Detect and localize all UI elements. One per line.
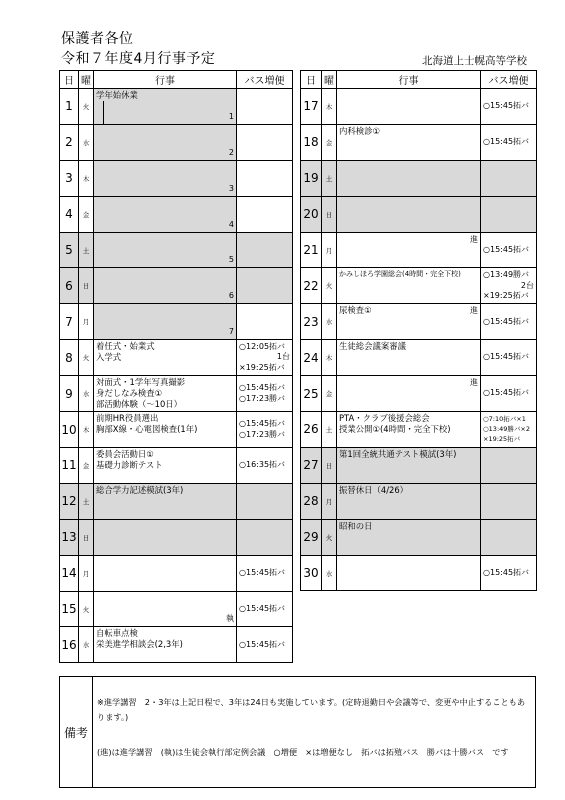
event-line: 着任式・始業式 xyxy=(96,341,155,352)
bus-cell xyxy=(481,89,537,125)
weekday: 日 xyxy=(79,268,94,304)
weekday: 土 xyxy=(79,483,94,519)
bus-cell xyxy=(237,483,293,519)
event-note: 進 xyxy=(470,234,478,244)
bus-line: ×19:25拓バ xyxy=(239,362,285,372)
day-number: 5 xyxy=(60,232,79,268)
event-note: 1 xyxy=(228,111,234,121)
day-row xyxy=(60,483,293,519)
bus-cell xyxy=(237,591,293,627)
event-note: 7 xyxy=(228,327,234,337)
day-number: 17 xyxy=(301,89,322,125)
day-number: 2 xyxy=(60,124,79,160)
event-line: 対面式・1学年写真撮影 xyxy=(96,377,186,388)
weekday: 月 xyxy=(79,555,94,591)
weekday: 木 xyxy=(322,340,337,376)
event-cell xyxy=(94,519,237,555)
bus-line: ×19:25拓バ xyxy=(483,291,529,301)
day-number: 6 xyxy=(60,268,79,304)
event-line: 尿検査① xyxy=(339,305,372,316)
event-cell xyxy=(94,555,237,591)
schedule-table-left xyxy=(59,70,293,663)
column-header-event: 行事 xyxy=(337,71,481,89)
event-note: 進 xyxy=(470,306,478,316)
weekday: 金 xyxy=(322,376,337,412)
event-cell xyxy=(337,376,481,412)
bus-cell xyxy=(237,555,293,591)
weekday: 水 xyxy=(322,304,337,340)
bus-line: ○15:45拓バ xyxy=(483,567,530,577)
event-cell xyxy=(94,89,237,125)
event-cell xyxy=(337,519,481,555)
event-cell xyxy=(337,483,481,519)
day-number: 21 xyxy=(301,232,322,268)
bus-cell xyxy=(237,232,293,268)
bus-line: ○12:05拓バ xyxy=(239,341,286,351)
day-number: 22 xyxy=(301,268,322,304)
day-row xyxy=(301,447,537,483)
event-line: 振替休日（4/26） xyxy=(339,484,409,495)
event-cell xyxy=(94,591,237,627)
day-number: 10 xyxy=(60,412,79,448)
bus-cell xyxy=(481,124,537,160)
bus-cell xyxy=(481,483,537,519)
bus-cell xyxy=(481,304,537,340)
event-note: 進 xyxy=(470,378,478,388)
bus-line: ○15:45拓バ xyxy=(239,639,286,649)
bus-cell xyxy=(237,304,293,340)
bus-line: ○17:23勝バ xyxy=(239,393,286,403)
bus-cell xyxy=(481,268,537,304)
event-cell xyxy=(94,268,237,304)
day-row xyxy=(301,268,537,304)
bus-cell xyxy=(481,196,537,232)
day-row xyxy=(301,232,537,268)
event-cell xyxy=(94,376,237,412)
event-line: 前期HR役員選出 xyxy=(96,413,159,424)
bus-line: ○15:45拓バ xyxy=(239,567,286,577)
bus-cell xyxy=(237,160,293,196)
bus-line: ○13:49勝バ xyxy=(483,270,530,280)
day-row xyxy=(301,483,537,519)
event-line: 第1回全統共通テスト模試(3年) xyxy=(339,448,457,459)
event-line: 昭和の日 xyxy=(339,520,373,531)
bus-line: ○15:45拓バ xyxy=(239,383,286,393)
event-cell xyxy=(337,447,481,483)
event-cell xyxy=(94,124,237,160)
weekday: 月 xyxy=(322,232,337,268)
event-cell xyxy=(337,89,481,125)
day-row xyxy=(301,304,537,340)
bus-line: ○15:45拓バ xyxy=(239,603,286,613)
day-row xyxy=(301,196,537,232)
event-note: 2 xyxy=(228,147,234,157)
event-cell xyxy=(94,483,237,519)
weekday: 水 xyxy=(79,376,94,412)
event-line: 学年始休業 xyxy=(96,90,138,100)
bus-cell xyxy=(237,448,293,484)
event-cell xyxy=(337,160,481,196)
bus-cell xyxy=(237,268,293,304)
day-number: 26 xyxy=(301,412,322,448)
day-row xyxy=(60,304,293,340)
bus-cell xyxy=(237,89,293,125)
day-number: 18 xyxy=(301,124,322,160)
day-row xyxy=(60,268,293,304)
day-number: 4 xyxy=(60,196,79,232)
event-line: 生徒総会議案審議 xyxy=(339,341,406,352)
weekday: 火 xyxy=(79,591,94,627)
bus-cell xyxy=(481,160,537,196)
day-row xyxy=(301,519,537,555)
event-cell xyxy=(337,268,481,304)
event-cell xyxy=(94,160,237,196)
bus-line: ×19:25拓バ xyxy=(483,435,521,444)
day-number: 27 xyxy=(301,447,322,483)
document-title: 令和７年度4月行事予定 xyxy=(61,51,216,67)
bus-cell xyxy=(481,447,537,483)
day-number: 7 xyxy=(60,304,79,340)
bus-line: 1台 xyxy=(276,352,290,362)
column-header-day: 日 xyxy=(60,71,79,89)
day-row xyxy=(60,89,293,125)
event-cell xyxy=(337,304,481,340)
column-header-day: 日 xyxy=(301,71,322,89)
event-note: 3 xyxy=(228,183,234,193)
event-cell xyxy=(337,555,481,591)
event-cell xyxy=(94,412,237,448)
column-header-dow: 曜 xyxy=(322,71,337,89)
weekday: 月 xyxy=(79,304,94,340)
day-row xyxy=(301,555,537,591)
bus-line: ○7:10拓バ×1 xyxy=(483,415,526,424)
day-row xyxy=(60,124,293,160)
bus-line: ○13:49勝バ×2 xyxy=(483,425,530,434)
schedule-table-right xyxy=(300,70,537,591)
day-row xyxy=(60,412,293,448)
event-line: 自転車点検 xyxy=(96,628,138,639)
weekday: 水 xyxy=(79,627,94,663)
column-header-bus: バス増便 xyxy=(481,71,537,89)
bus-line: ○16:35拓バ xyxy=(239,460,286,470)
bus-cell xyxy=(237,412,293,448)
day-row xyxy=(60,519,293,555)
event-line: 内科検診① xyxy=(339,125,381,136)
bus-line: ○15:45拓バ xyxy=(483,101,530,111)
event-note: 5 xyxy=(228,255,234,265)
bus-line: ○15:45拓バ xyxy=(239,419,286,429)
event-line: 部活動体験（～10日） xyxy=(96,399,183,410)
bus-line: ○15:45拓バ xyxy=(483,244,530,254)
bus-line: ○15:45拓バ xyxy=(483,388,530,398)
column-header-bus: バス増便 xyxy=(237,71,293,89)
bus-cell xyxy=(237,124,293,160)
day-number: 9 xyxy=(60,376,79,412)
weekday: 火 xyxy=(79,340,94,376)
day-row xyxy=(60,448,293,484)
day-number: 1 xyxy=(60,89,79,125)
day-number: 28 xyxy=(301,483,322,519)
event-line: 入学式 xyxy=(96,352,122,363)
event-cell xyxy=(337,196,481,232)
weekday: 日 xyxy=(79,519,94,555)
event-line: 栄美進学相談会(2,3年) xyxy=(96,639,183,650)
day-number: 20 xyxy=(301,196,322,232)
bus-line: ○15:45拓バ xyxy=(483,137,530,147)
day-row xyxy=(301,89,537,125)
day-number: 16 xyxy=(60,627,79,663)
day-number: 13 xyxy=(60,519,79,555)
weekday: 火 xyxy=(322,268,337,304)
day-row xyxy=(301,160,537,196)
bus-cell xyxy=(481,519,537,555)
event-cell xyxy=(337,412,481,448)
column-header-dow: 曜 xyxy=(79,71,94,89)
bus-line: ○15:45拓バ xyxy=(483,316,530,326)
weekday: 月 xyxy=(322,483,337,519)
event-cell xyxy=(337,232,481,268)
event-note: 執 xyxy=(226,614,234,624)
day-row xyxy=(301,340,537,376)
day-number: 3 xyxy=(60,160,79,196)
weekday: 金 xyxy=(79,196,94,232)
weekday: 金 xyxy=(322,124,337,160)
day-row xyxy=(301,376,537,412)
day-row xyxy=(60,591,293,627)
remarks-legend: (進)は進学講習 (執)は生徒会執行部定例会議 ○増便 ×は増便なし 拓バは拓殖バス 勝バは十勝バス です xyxy=(97,747,509,757)
column-header-event: 行事 xyxy=(94,71,237,89)
day-number: 23 xyxy=(301,304,322,340)
event-cell xyxy=(337,340,481,376)
weekday: 水 xyxy=(79,124,94,160)
remarks-box xyxy=(59,676,536,788)
day-number: 29 xyxy=(301,519,322,555)
day-row xyxy=(60,160,293,196)
day-number: 24 xyxy=(301,340,322,376)
weekday: 土 xyxy=(322,412,337,448)
bus-cell xyxy=(237,519,293,555)
weekday: 火 xyxy=(79,89,94,125)
bus-cell xyxy=(237,627,293,663)
event-line: 胸部X線・心電図検査(1年) xyxy=(96,424,198,435)
weekday: 木 xyxy=(79,412,94,448)
event-line: 委員会活動日① xyxy=(96,449,154,460)
bus-cell xyxy=(237,376,293,412)
school-name: 北海道上士幌高等学校 xyxy=(422,55,527,67)
bus-cell xyxy=(237,196,293,232)
event-line: かみしほろ学園総会(4時間・完全下校) xyxy=(339,270,461,279)
remarks-label: 備考 xyxy=(60,677,93,787)
bus-cell xyxy=(481,412,537,448)
day-row xyxy=(60,196,293,232)
day-number: 14 xyxy=(60,555,79,591)
day-row xyxy=(301,412,537,448)
event-line: 基礎力診断テスト xyxy=(96,460,163,471)
day-number: 11 xyxy=(60,448,79,484)
weekday: 土 xyxy=(322,160,337,196)
weekday: 木 xyxy=(322,89,337,125)
bus-line: ○17:23勝バ xyxy=(239,429,286,439)
event-cell xyxy=(94,196,237,232)
day-number: 30 xyxy=(301,555,322,591)
event-line: 身だしなみ検査① xyxy=(96,388,163,399)
event-cell xyxy=(94,340,237,376)
weekday: 日 xyxy=(322,447,337,483)
remarks-note: ※進学講習 2・3年は上記日程で、3年は24日も実施しています。(定時退勤日や会議等で、変更や中止することもあります。) xyxy=(97,697,526,722)
day-row xyxy=(301,124,537,160)
weekday: 金 xyxy=(79,448,94,484)
day-number: 19 xyxy=(301,160,322,196)
event-cell xyxy=(94,232,237,268)
event-note: 6 xyxy=(228,291,234,301)
day-number: 12 xyxy=(60,483,79,519)
event-cell xyxy=(337,124,481,160)
day-number: 8 xyxy=(60,340,79,376)
day-row xyxy=(60,340,293,376)
weekday: 日 xyxy=(322,196,337,232)
weekday: 木 xyxy=(79,160,94,196)
day-row xyxy=(60,232,293,268)
event-line: 総合学力記述模試(3年) xyxy=(96,484,184,495)
bus-line: ○15:45拓バ xyxy=(483,352,530,362)
bus-cell xyxy=(481,376,537,412)
day-number: 15 xyxy=(60,591,79,627)
day-row xyxy=(60,627,293,663)
bus-line: 2台 xyxy=(520,280,534,290)
day-row xyxy=(60,376,293,412)
weekday: 火 xyxy=(322,519,337,555)
event-cell xyxy=(94,448,237,484)
bus-cell xyxy=(481,555,537,591)
event-line: PTA・クラブ後援会総会 xyxy=(339,413,430,424)
recipient-heading: 保護者各位 xyxy=(61,31,134,47)
event-line: 授業公開①(4時間・完全下校) xyxy=(339,424,451,435)
bus-cell xyxy=(237,340,293,376)
weekday: 水 xyxy=(322,555,337,591)
event-note: 4 xyxy=(228,219,234,229)
day-number: 25 xyxy=(301,376,322,412)
day-row xyxy=(60,555,293,591)
bus-cell xyxy=(481,340,537,376)
event-cell xyxy=(94,627,237,663)
weekday: 土 xyxy=(79,232,94,268)
bus-cell xyxy=(481,232,537,268)
event-cell xyxy=(94,304,237,340)
